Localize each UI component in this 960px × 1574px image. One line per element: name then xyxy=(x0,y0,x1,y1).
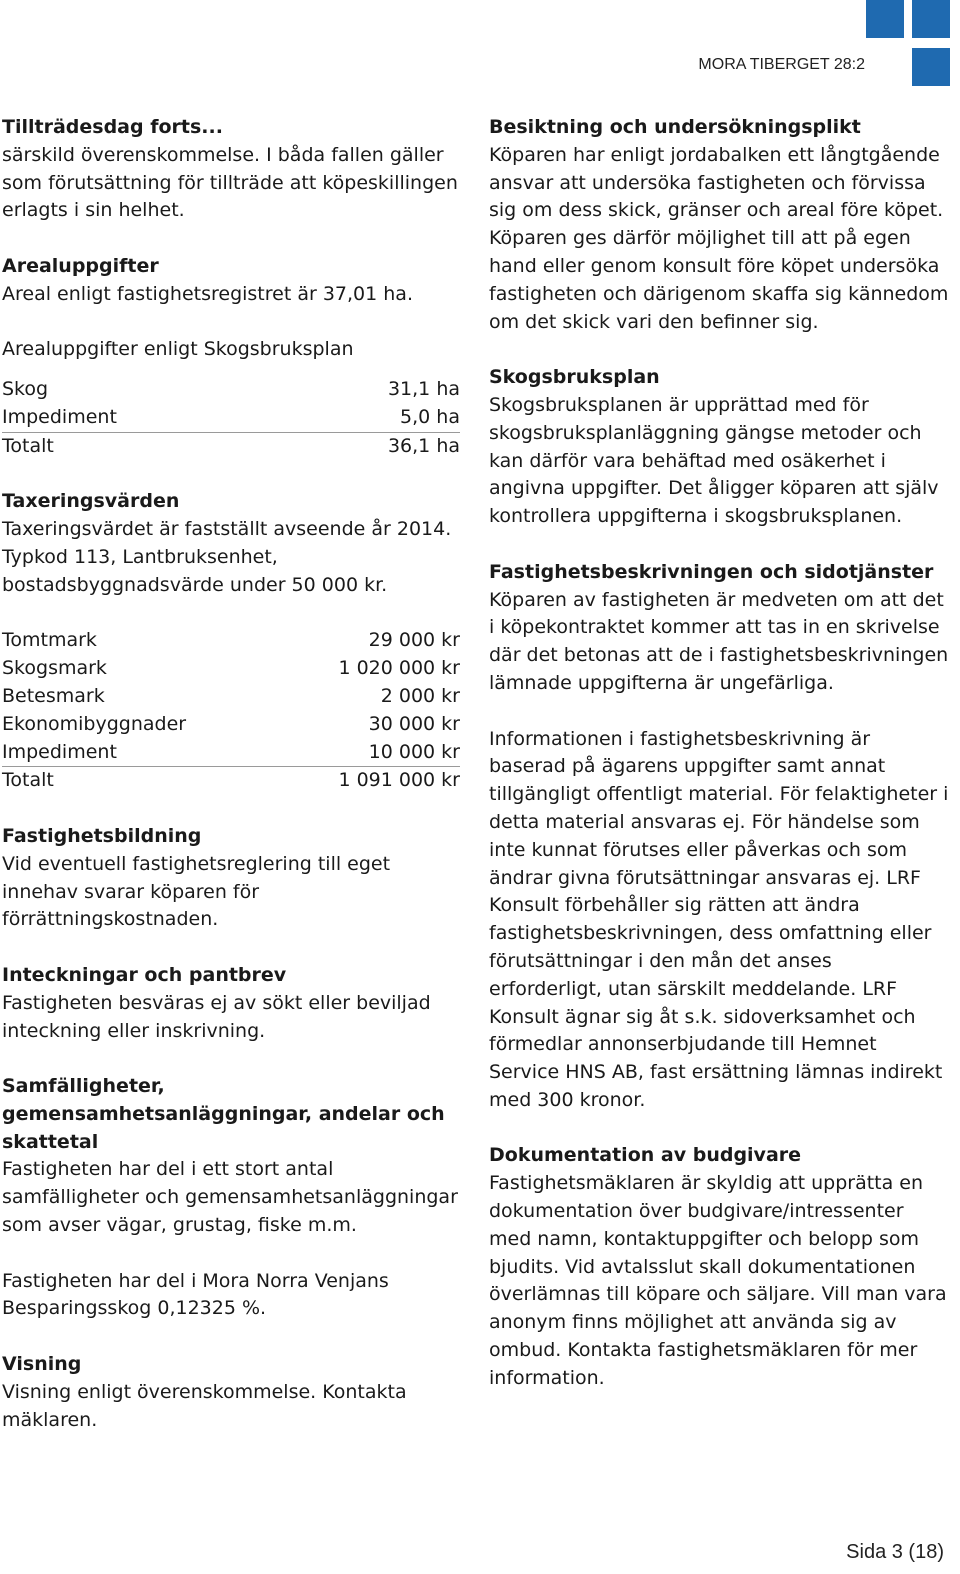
page-number: Sida 3 (18) xyxy=(846,1541,944,1563)
areal-row-total xyxy=(2,432,460,461)
taxering-row-label: Skogsmark xyxy=(2,657,107,680)
section-areal xyxy=(2,253,460,309)
taxering-row-label: Tomtmark xyxy=(2,629,97,652)
taxering-row-value: 1 020 000 kr xyxy=(338,657,460,680)
text-inteckningar: Fastigheten besväras ej av sökt eller beviljad inteckning eller inskrivning. xyxy=(2,991,431,1042)
text-samfalligheter: Fastigheten har del i ett stort antal samfälligheter och gemensamhetsanläggningar som avser vägar, grustag, fiske m.m. xyxy=(2,1158,458,1237)
taxering-row-label: Betesmark xyxy=(2,684,105,707)
text-besparingsskog: Fastigheten har del i Mora Norra Venjans Besparingsskog 0,12325 %. xyxy=(2,1269,389,1320)
section-areal-plan xyxy=(2,336,460,460)
areal-row xyxy=(2,376,460,404)
logo-square-2 xyxy=(912,0,950,38)
section-visning xyxy=(2,1351,460,1434)
section-besiktning xyxy=(489,114,949,336)
text-tilltrade: särskild överenskommelse. I båda fallen gäller som förutsättning för tillträde att köpeskillingen erlagts i sin helhet. xyxy=(2,143,458,222)
section-dokumentation xyxy=(489,1142,949,1392)
right-column xyxy=(489,114,949,1420)
text-information: Informationen i fastighetsbeskrivning är baserad på ägarens uppgifter samt annat tillgängligt offentligt material. För felaktigheter i detta material ansvaras ej. För händelse som inte kunnat förutses eller påverkas och som ändrar givna förutsättningar ansvaras ej. LRF Konsult förbehåller sig rätten att ändra fastighetsbeskrivningen, dess omfattning eller förutsättningar i den mån det anses erforderligt, utan särskilt meddelande. LRF Konsult ägnar sig åt s.k. sidoverksamhet och förmedlar annonserbjudande till Hemnet Service HNS AB, fast ersättning lämnas indirekt med 300 kronor. xyxy=(489,727,949,1111)
taxering-row-value: 10 000 kr xyxy=(368,740,460,763)
taxering-row xyxy=(2,655,460,683)
left-column xyxy=(2,114,460,1462)
section-tilltrade xyxy=(2,114,460,225)
heading-inteckningar: Inteckningar och pantbrev xyxy=(2,963,287,986)
text-fastighetsbildning: Vid eventuell fastighetsreglering till eget innehav svarar köparen för förrättningskostnaden. xyxy=(2,852,391,931)
taxering-row xyxy=(2,627,460,655)
text-besiktning: Köparen har enligt jordabalken ett långtgående ansvar att undersöka fastigheten och förvissa sig om dess skick, gränser och areal före köpet. Köparen ges därför möjlighet till att på egen hand eller genom konsult före köpet undersöka fastigheten och därigenom skaffa sig kännedom om det skick vari den befinner sig. xyxy=(489,143,949,333)
areal-row-value: 31,1 ha xyxy=(387,378,460,401)
areal-row-label: Totalt xyxy=(2,434,54,457)
taxering-row xyxy=(2,711,460,739)
section-samfalligheter xyxy=(2,1073,460,1240)
taxering-row-label: Totalt xyxy=(2,769,54,792)
areal-row xyxy=(2,404,460,432)
areal-row-value: 5,0 ha xyxy=(400,405,460,428)
heading-samfalligheter: Samfälligheter, gemensamhetsanläggningar, andelar och skattetal xyxy=(2,1075,445,1153)
taxering-row xyxy=(2,683,460,711)
logo-square-3 xyxy=(912,48,950,86)
section-inteckningar xyxy=(2,962,460,1045)
text-fastighetsbeskrivning: Köparen av fastigheten är medveten om att det i köpekontraktet kommer att tas in en skrivelse där det betonas att de i fastighetsbeskrivningen lämnade uppgifterna är ungefärliga. xyxy=(489,588,949,694)
taxering-row-value: 30 000 kr xyxy=(368,712,460,735)
section-taxering-table xyxy=(2,627,460,795)
taxering-row-value: 29 000 kr xyxy=(368,629,460,652)
heading-besiktning: Besiktning och undersökningsplikt xyxy=(489,116,861,138)
areal-row-label: Impediment xyxy=(2,405,117,428)
section-skogsbruksplan xyxy=(489,364,949,531)
section-besparingsskog xyxy=(2,1268,460,1324)
property-title: MORA TIBERGET 28:2 xyxy=(698,56,865,73)
taxering-row-label: Ekonomibyggnader xyxy=(2,712,187,735)
heading-tilltrade: Tillträdesdag forts... xyxy=(2,116,223,138)
heading-areal: Arealuppgifter xyxy=(2,254,159,277)
logo-square-1 xyxy=(866,0,904,38)
section-fastighetsbeskrivning xyxy=(489,559,949,698)
text-areal: Areal enligt fastighetsregistret är 37,01 ha. xyxy=(2,282,413,305)
heading-dokumentation: Dokumentation av budgivare xyxy=(489,1144,802,1167)
taxering-row-value: 1 091 000 kr xyxy=(338,769,460,792)
heading-visning: Visning xyxy=(2,1353,82,1376)
heading-fastighetsbeskrivning: Fastighetsbeskrivningen och sidotjänster xyxy=(489,560,934,583)
heading-taxering: Taxeringsvärden xyxy=(2,490,180,513)
taxering-row-total xyxy=(2,766,460,795)
text-taxering: Taxeringsvärdet är fastställt avseende år 2014. Typkod 113, Lantbruksenhet, bostadsbyggnadsvärde under 50 000 kr. xyxy=(2,518,452,596)
section-information xyxy=(489,726,949,1115)
section-fastighetsbildning xyxy=(2,823,460,934)
text-skogsbruksplan: Skogsbruksplanen är upprättad med för skogsbruksplanläggning gängse metoder och kan därför vara behäftad med osäkerhet i angivna uppgifter. Det åligger köparen att själv kontrollera uppgifterna i skogsbruksplanen. xyxy=(489,393,939,528)
text-visning: Visning enligt överenskommelse. Kontakta mäklaren. xyxy=(2,1380,407,1431)
taxering-row-label: Impediment xyxy=(2,740,117,763)
taxering-row-value: 2 000 kr xyxy=(380,684,460,707)
areal-row-value: 36,1 ha xyxy=(387,434,460,457)
text-dokumentation: Fastighetsmäklaren är skyldig att upprätta en dokumentation över budgivare/intressenter med namn, kontaktuppgifter och belopp som bjudits. Vid avtalsslut skall dokumentationen överlämnas till köpare och säljare. Vill man vara anonym finns möjlighet att använda sig av ombud. Kontakta fastighetsmäklaren för mer information. xyxy=(489,1172,947,1389)
heading-fastighetsbildning: Fastighetsbildning xyxy=(2,824,202,847)
areal-row-label: Skog xyxy=(2,378,49,401)
heading-skogsbruksplan: Skogsbruksplan xyxy=(489,366,660,389)
areal-plan-label: Arealuppgifter enligt Skogsbruksplan xyxy=(2,338,354,361)
lrf-logo xyxy=(866,0,952,86)
taxering-row xyxy=(2,739,460,767)
section-taxering xyxy=(2,488,460,599)
